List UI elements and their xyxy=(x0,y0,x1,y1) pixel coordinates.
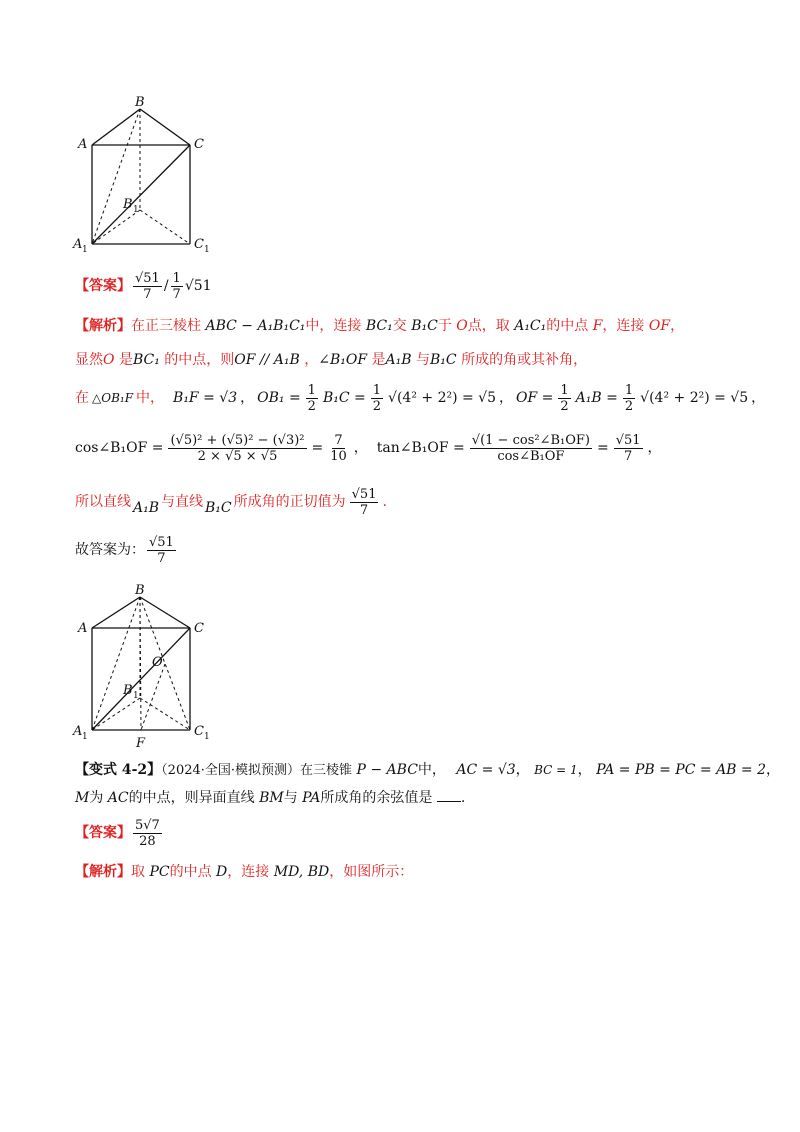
vertex-label-a: A xyxy=(78,621,88,636)
svg-text:1: 1 xyxy=(133,691,139,701)
vertex-label-c: C xyxy=(194,621,204,636)
answer-value-2: $\frac{1}{7}$ xyxy=(172,270,181,302)
variant-line-1: 【变式 4-2】（2024·全国·模拟预测）在三棱锥 P − ABC中， AC = √3， BC = 1， PA = PB = PC = AB = 2， xyxy=(75,762,781,778)
svg-text:1: 1 xyxy=(82,732,88,742)
analysis-2-line-1: 【解析】取 PC的中点 D，连接 MD, BD，如图所示： xyxy=(75,864,414,880)
analysis-1-line-1: 【解析】在正三棱柱 ABC − A₁B₁C₁中，连接 BC₁交 B₁C于 O点，取 A₁C₁的中点 F，连接 OF， xyxy=(75,318,685,334)
vertex-label-b: B xyxy=(135,95,145,110)
vertex-label-b1: B xyxy=(123,683,133,698)
svg-text:1: 1 xyxy=(82,245,88,255)
analysis-1-line-5: 所以直线 A₁B 与直线 B₁C 所成角的正切值为 $\frac{√51}{7}$ . xyxy=(75,486,387,518)
answer-1: 【答案】 $\frac{√51}{7}$ / $\frac{1}{7}$ √51 xyxy=(75,270,212,302)
vertex-label-a1: A xyxy=(73,237,83,252)
vertex-label-a: A xyxy=(78,137,88,152)
vertex-label-b: B xyxy=(135,583,145,598)
point-label-f: F xyxy=(136,736,146,751)
vertex-label-c: C xyxy=(194,137,204,152)
vertex-label-b1: B xyxy=(123,197,133,212)
prism-figure-1 xyxy=(70,92,220,257)
analysis-1-line-3: 在 △OB₁F 中， B₁F = √3 ， OB₁ = $\frac{1}{2}$ B₁C = $\frac{1}{2}$ √(4² + 2²) = √5 ， OF = $\frac{1}{2}$ A₁B = $\frac{1}{2}$ √(4² + 2²) = √5 ， xyxy=(75,382,766,414)
svg-text:1: 1 xyxy=(204,732,210,742)
vertex-label-c1: C xyxy=(194,724,204,739)
svg-text:1: 1 xyxy=(133,205,139,215)
answer-blank xyxy=(437,789,461,802)
svg-text:1: 1 xyxy=(204,245,210,255)
point-label-o: O xyxy=(152,655,163,670)
prism-figure-2 xyxy=(70,580,220,752)
vertex-label-c1: C xyxy=(194,237,204,252)
answer-value-1: $\frac{√51}{7}$ xyxy=(135,270,160,302)
analysis-1-line-2: 显然O 是BC₁ 的中点，则OF // A₁B ，∠B₁OF 是A₁B 与B₁C 所成的角或其补角， xyxy=(75,352,588,368)
answer-tag: 【答案】 xyxy=(75,278,131,294)
answer-2: 【答案】 $\frac{5√7}{28}$ xyxy=(75,817,160,849)
analysis-1-line-4: cos∠B₁OF = $\frac{\text{(√5)² + (√5)² − (√3)²}}{2 \times √5 \times √5}$ = $\frac{7}{10}$ ， tan∠B₁OF = $\frac{\text{√(1 − cos²∠B₁OF)}}{\text{cos∠B₁OF}}$ = $\frac{√51}{7}$ ， xyxy=(75,432,662,464)
vertex-label-a1: A xyxy=(73,724,83,739)
analysis-1-line-6: 故答案为： $\frac{√51}{7}$ xyxy=(75,534,174,566)
variant-line-2: M为 AC的中点，则异面直线 BM与 PA所成角的余弦值是 . xyxy=(75,790,466,806)
